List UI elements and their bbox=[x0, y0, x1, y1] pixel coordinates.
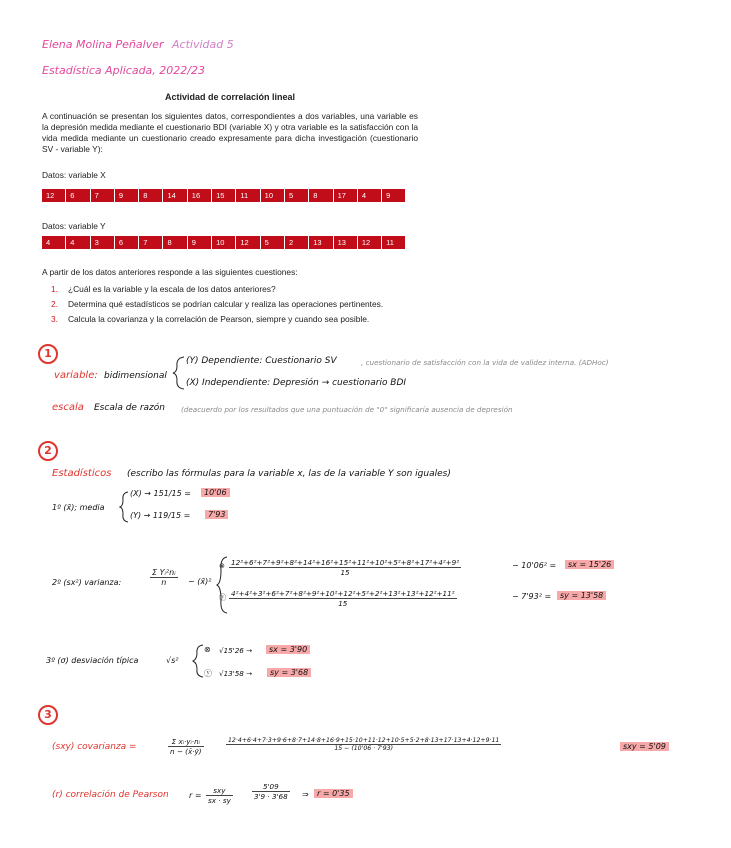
variable-value: bidimensional bbox=[104, 371, 167, 381]
data-cell: 4 bbox=[358, 189, 382, 202]
formula-denominator: 3'9 · 3'68 bbox=[254, 792, 288, 801]
data-cell: 5 bbox=[261, 236, 285, 249]
formula-numerator: 5'09 bbox=[252, 782, 290, 792]
data-cell: 3 bbox=[91, 236, 115, 249]
question-list bbox=[42, 284, 383, 329]
data-cell: 9 bbox=[188, 236, 212, 249]
data-cell: 11 bbox=[236, 189, 260, 202]
formula-denominator: 15 bbox=[340, 568, 350, 577]
data-cell: 12 bbox=[42, 189, 66, 202]
formula-denominator: n bbox=[161, 578, 167, 587]
desviacion-y-result: sy = 3'68 bbox=[267, 668, 311, 677]
data-cell: 10 bbox=[212, 236, 236, 249]
formula-denominator: 15 − (10'06 · 7'93) bbox=[334, 745, 394, 752]
varianza-x-result: sx = 15'26 bbox=[565, 560, 614, 569]
media-x-result: 10'06 bbox=[201, 488, 230, 497]
x-mark-icon: ⊗ bbox=[204, 645, 211, 654]
data-cell: 6 bbox=[115, 236, 139, 249]
intro-paragraph: A continuación se presentan los siguientes datos, correspondientes a dos variables, una variable es la depresión medida mediante el cuestionario BDI (variable X) y otra variable es la satisfacción con la vida medida mediante un cuestionario creado expresamente para dicha investigación (cuestionario SV - variable Y): bbox=[42, 111, 418, 154]
question-number: 3. bbox=[51, 314, 58, 324]
varianza-x-fraction bbox=[229, 558, 461, 577]
formula-denominator: sx · sy bbox=[208, 796, 231, 805]
question-text: Calcula la covarianza y la correlación de Pearson, siempre y cuando sea posible. bbox=[68, 314, 370, 324]
question-item bbox=[42, 299, 383, 309]
data-cell: 17 bbox=[334, 189, 358, 202]
pearson-calc bbox=[252, 782, 290, 801]
dependent-note: , cuestionario de satisfacción con la vida de validez interna. (ADHoc) bbox=[361, 358, 609, 367]
escala-value: Escala de razón bbox=[94, 403, 165, 413]
pearson-equals: r = bbox=[189, 791, 202, 800]
data-cell: 5 bbox=[285, 189, 309, 202]
desviacion-x-result: sx = 3'90 bbox=[266, 645, 310, 654]
pearson-label: (r) correlación de Pearson bbox=[52, 790, 169, 800]
data-row-x bbox=[42, 189, 406, 202]
varianza-formula-tail: − (x̄)² bbox=[188, 577, 212, 586]
question-text: ¿Cuál es la variable y la escala de los datos anteriores? bbox=[68, 284, 276, 294]
data-row-y bbox=[42, 236, 406, 249]
data-cell: 4 bbox=[42, 236, 66, 249]
formula-numerator: Σ xᵢ·yᵢ·nᵢ bbox=[168, 737, 204, 747]
question-text: Determina qué estadísticos se podrían calcular y realiza las operaciones pertinentes. bbox=[68, 299, 384, 309]
question-item bbox=[42, 314, 383, 324]
data-cell: 8 bbox=[139, 189, 163, 202]
pearson-formula bbox=[206, 786, 233, 805]
media-label: 1º (x̄); media bbox=[52, 503, 105, 512]
variable-label: variable: bbox=[54, 370, 98, 381]
formula-denominator: n − (x̄·ȳ) bbox=[170, 747, 202, 756]
desviacion-x-calc: √15'26 → bbox=[219, 646, 253, 655]
data-cell: 7 bbox=[139, 236, 163, 249]
label-variable-y: Datos: variable Y bbox=[42, 221, 106, 231]
question-number: 1. bbox=[51, 284, 58, 294]
formula-numerator: Σ Yᵢ²nᵢ bbox=[152, 568, 176, 577]
data-cell: 11 bbox=[382, 236, 406, 249]
desviacion-label: 3º (σ) desviación típica bbox=[46, 656, 139, 665]
data-cell: 10 bbox=[261, 189, 285, 202]
covarianza-result: sxy = 5'09 bbox=[620, 742, 669, 751]
questions-intro: A partir de los datos anteriores responde a las siguientes cuestiones: bbox=[42, 267, 298, 277]
data-cell: 9 bbox=[115, 189, 139, 202]
varianza-formula bbox=[150, 568, 178, 587]
data-cell: 13 bbox=[309, 236, 333, 249]
formula-denominator: 15 bbox=[338, 599, 348, 608]
formula-numerator: sxy bbox=[206, 786, 233, 796]
y-mark-icon: ⓨ bbox=[204, 669, 212, 678]
data-cell: 13 bbox=[334, 236, 358, 249]
activity-label: Actividad 5 bbox=[172, 38, 234, 51]
escala-note: (deacuerdo por los resultados que una puntuación de "0" significaría ausencia de depresión bbox=[181, 405, 513, 414]
media-y-calc: (Y) → 119/15 = bbox=[130, 511, 191, 520]
covarianza-calc bbox=[226, 737, 501, 752]
varianza-y-result: sy = 13'58 bbox=[557, 591, 606, 600]
estadisticos-label: Estadísticos bbox=[52, 468, 112, 479]
document-title: Actividad de correlación lineal bbox=[165, 92, 296, 102]
author-name: Elena Molina Peñalver bbox=[42, 38, 164, 51]
covarianza-formula bbox=[168, 737, 204, 756]
data-cell: 12 bbox=[236, 236, 260, 249]
arrow-right-icon: ⇒ bbox=[302, 790, 309, 799]
data-cell: 7 bbox=[91, 189, 115, 202]
data-cell: 8 bbox=[163, 236, 187, 249]
x-mark-icon: ⊗ bbox=[219, 561, 226, 570]
data-cell: 15 bbox=[212, 189, 236, 202]
media-y-result: 7'93 bbox=[205, 510, 228, 519]
data-cell: 14 bbox=[163, 189, 187, 202]
escala-label: escala bbox=[52, 402, 84, 413]
data-cell: 4 bbox=[66, 236, 90, 249]
brace-icon bbox=[172, 356, 186, 390]
varianza-label: 2º (sx²) varianza: bbox=[52, 578, 122, 587]
formula-numerator: 12·4+6·4+7·3+9·6+8·7+14·8+16·9+15·10+11·12+10·5+5·2+8·13+17·13+4·12+9·11 bbox=[228, 737, 500, 744]
varianza-y-fraction bbox=[229, 589, 457, 608]
pearson-result: r = 0'35 bbox=[314, 789, 353, 798]
y-mark-icon: ⓨ bbox=[219, 593, 227, 602]
dependent-variable: (Y) Dependiente: Cuestionario SV bbox=[186, 356, 337, 366]
question-item bbox=[42, 284, 383, 294]
section-2-badge: 2 bbox=[38, 441, 58, 461]
independent-variable: (X) Independiente: Depresión → cuestionario BDI bbox=[186, 378, 407, 388]
brace-icon bbox=[192, 644, 204, 678]
media-x-calc: (X) → 151/15 = bbox=[130, 489, 191, 498]
data-cell: 16 bbox=[188, 189, 212, 202]
formula-numerator: 4²+4²+3²+6²+7²+8²+9²+10²+12²+5²+2²+13²+13²+12²+11² bbox=[231, 589, 455, 598]
data-cell: 6 bbox=[66, 189, 90, 202]
data-cell: 8 bbox=[309, 189, 333, 202]
data-cell: 2 bbox=[285, 236, 309, 249]
estadisticos-note: (escribo las fórmulas para la variable x, las de la variable Y son iguales) bbox=[127, 469, 451, 479]
section-1-badge: 1 bbox=[38, 344, 58, 364]
data-cell: 9 bbox=[382, 189, 406, 202]
section-3-badge: 3 bbox=[38, 705, 58, 725]
label-variable-x: Datos: variable X bbox=[42, 170, 106, 180]
varianza-x-tail: − 10'06² = bbox=[512, 561, 557, 570]
question-number: 2. bbox=[51, 299, 58, 309]
varianza-y-tail: − 7'93² = bbox=[512, 592, 552, 601]
course-label: Estadística Aplicada, 2022/23 bbox=[42, 64, 205, 77]
desviacion-formula: √s² bbox=[166, 656, 179, 665]
covarianza-label: (sxy) covarianza = bbox=[52, 742, 137, 752]
brace-icon bbox=[119, 491, 129, 523]
formula-numerator: 12²+6²+7²+9²+8²+14²+16²+15²+11²+10²+5²+8²+17²+4²+9² bbox=[231, 558, 460, 567]
data-cell: 12 bbox=[358, 236, 382, 249]
desviacion-y-calc: √13'58 → bbox=[219, 669, 253, 678]
